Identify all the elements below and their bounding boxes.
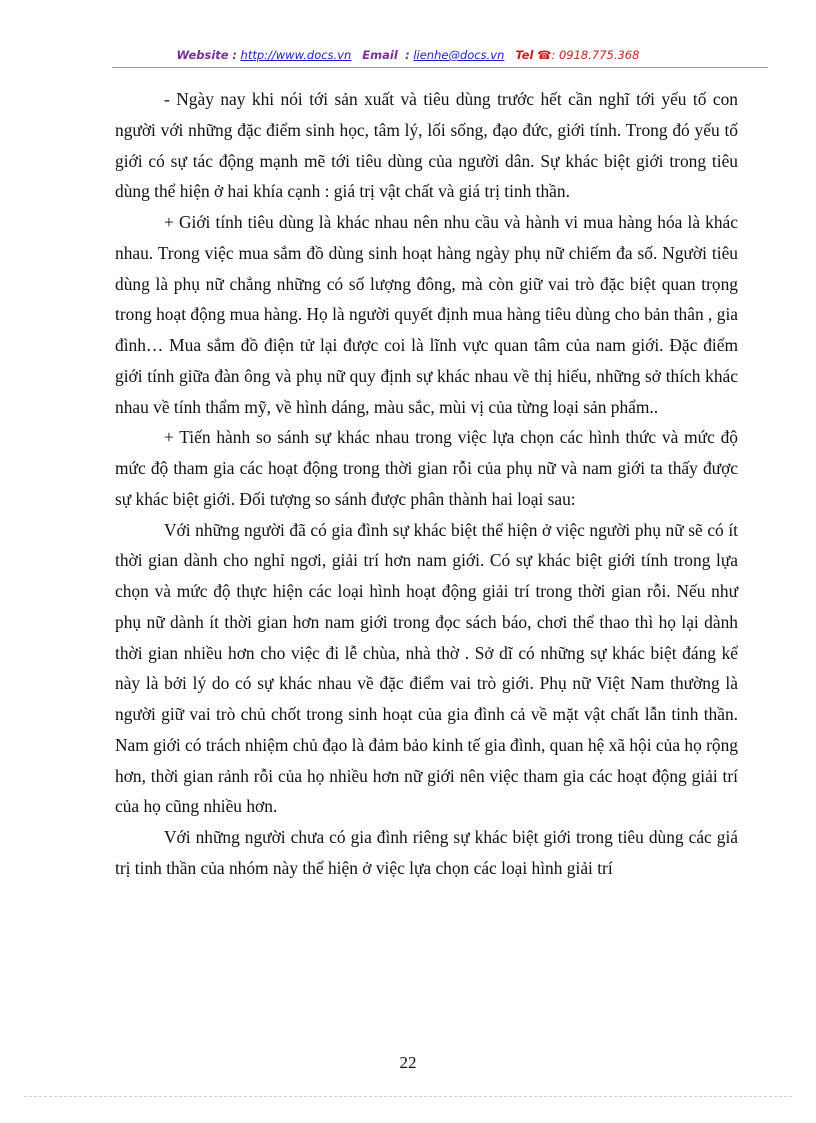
page-header [0,48,816,66]
document-body [115,84,738,884]
page-number: 22 [399,1053,417,1072]
email-separator: : [405,48,410,62]
paragraph: + Tiến hành so sánh sự khác nhau trong việc lựa chọn các hình thức và mức độ mức độ tham gia các hoạt động trong thời gian rỗi của phụ nữ và nam giới ta thấy được sự khác biệt giới. Đối tượng so sánh được phân thành hai loại sau: [115,427,738,509]
email-link[interactable]: lienhe@docs.vn [413,48,505,62]
website-separator: : [232,48,237,62]
paragraph: + Giới tính tiêu dùng là khác nhau nên nhu cầu và hành vi mua hàng hóa là khác nhau. Trong việc mua sắm đồ dùng sinh hoạt hàng ngày phụ nữ chiếm đa số. Người tiêu dùng là phụ nữ chẳng những có số lượng đông, mà còn giữ vai trò đặc biệt quan trọng trong hoạt động mua hàng. Họ là người quyết định mua hàng tiêu dùng cho bản thân , gia đình… Mua sắm đồ điện tử lại được coi là lĩnh vực quan tâm của nam giới. Đặc điểm giới tính giữa đàn ông và phụ nữ quy định sự khác nhau về thị hiếu, những sở thích khác nhau về tính thẩm mỹ, về hình dáng, màu sắc, mùi vị của từng loại sản phẩm.. [115,212,738,417]
website-link[interactable]: http://www.docs.vn [240,48,352,62]
page-bottom-divider [24,1096,792,1097]
header-divider [112,67,768,68]
website-label: Website [176,48,229,62]
tel-number: : 0918.775.368 [551,48,640,62]
paragraph: Với những người đã có gia đình sự khác biệt thể hiện ở việc người phụ nữ sẽ có ít thời gian dành cho nghỉ ngơi, giải trí hơn nam giới. Có sự khác biệt giới tính trong lựa chọn và mức độ thực hiện các loại hình hoạt động giải trí trong thời gian rỗi. Nếu như phụ nữ dành ít thời gian hơn nam giới trong đọc sách báo, chơi thể thao thì họ lại dành thời gian nhiều hơn cho việc đi lễ chùa, nhà thờ . Sở dĩ có những sự khác biệt đáng kể này là bởi lý do có sự khác nhau về đặc điểm vai trò giới. Phụ nữ Việt Nam thường là người giữ vai trò chủ chốt trong sinh hoạt của gia đình cả về mặt vật chất lẫn tinh thần. Nam giới có trách nhiệm chủ đạo là đảm bảo kinh tế gia đình, quan hệ xã hội của họ rộng hơn, thời gian rảnh rỗi của họ nhiều hơn nữ giới nên việc tham gia các hoạt động giải trí của họ cũng nhiều hơn. [115,519,739,817]
paragraph: Với những người chưa có gia đình riêng sự khác biệt giới trong tiêu dùng các giá trị tinh thần của nhóm này thể hiện ở việc lựa chọn các loại hình giải trí [115,827,738,878]
tel-label: Tel [515,48,534,62]
email-label: Email [362,48,398,62]
paragraph: - Ngày nay khi nói tới sản xuất và tiêu dùng trước hết cần nghĩ tới yếu tố con người với những đặc điểm sinh học, tâm lý, lối sống, đạo đức, giới tính. Trong đó yếu tố giới có sự tác động mạnh mẽ tới tiêu dùng của người dân. Sự khác biệt giới trong tiêu dùng thể hiện ở hai khía cạnh : giá trị vật chất và giá trị tinh thần. [115,89,738,202]
phone-icon: ☎ [537,48,552,62]
